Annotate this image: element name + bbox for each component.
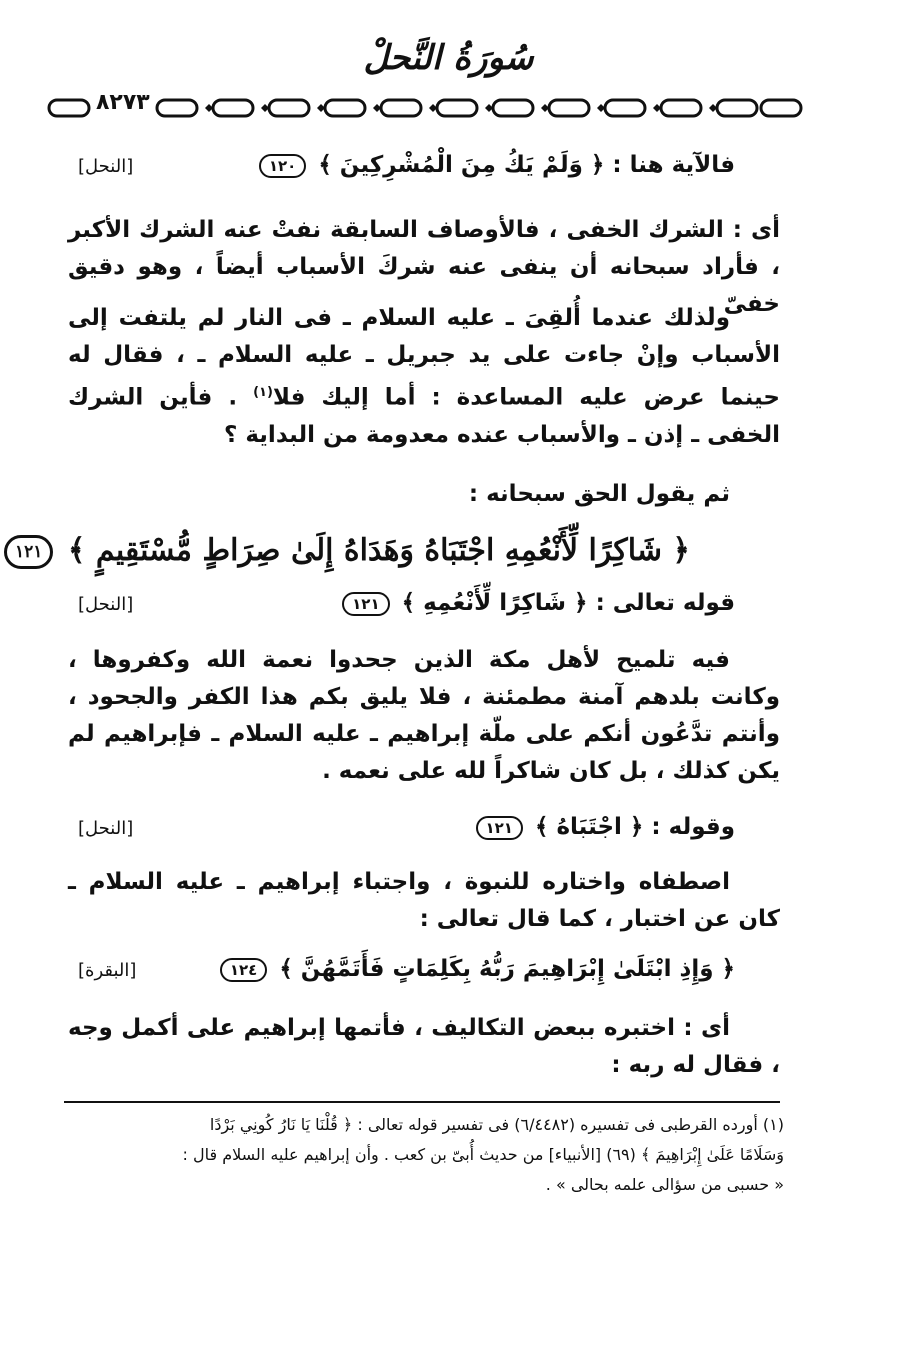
quote-lead: وقوله :: [651, 814, 735, 840]
paragraph-5-text: أى : اختبره ببعض التكاليف ، فأتمها إبراهيم على أكمل وجه ، فقال له ربه :: [68, 1015, 780, 1078]
quote-lead: فالآية هنا :: [612, 152, 735, 178]
paragraph-4-text: اصطفاه واختاره للنبوة ، واجتباء إبراهيم ـ عليه السلام ـ كان عن اختبار ، كما قال تعالى :: [68, 869, 780, 932]
quote-line-1: [68, 152, 780, 192]
footnote-line-3: « حسبى من سؤالى علمه بحالى » .: [545, 1175, 784, 1194]
surah-reference: [النحل]: [78, 818, 134, 839]
footnote: [60, 1110, 784, 1200]
paragraph-2: [68, 300, 780, 454]
page-number: ٨٢٧٣: [92, 90, 154, 115]
paragraph-3: [68, 642, 780, 790]
intro-verse-line: [68, 476, 780, 513]
surah-title: سُورَةُ النَّحلْ: [363, 38, 534, 78]
verse-banner: [15, 522, 690, 582]
paragraph-1-text: أى : الشرك الخفى ، فالأوصاف السابقة نفتْ عنه الشرك الأكبر ، فأراد سبحانه أن ينفى عنه شركَ الأسباب أيضاً ، وهو دقيق خفىّ .: [68, 217, 780, 317]
footnote-line-2: وَسَلَامًا عَلَىٰ إِبْرَاهِيمَ ﴾ (٦٩) [الأنبياء] من حديث أُبىّ بن كعب . وأن إبراهيم عليه السلام قال :: [182, 1145, 784, 1164]
banner-verse-text: ﴿ شَاكِرًا لِّأَنْعُمِهِ اجْتَبَاهُ وَهَدَاهُ إِلَىٰ صِرَاطٍ مُّسْتَقِيمٍ ﴾: [67, 533, 690, 568]
quote-verse: ﴿ وَإِذِ ابْتَلَىٰ إِبْرَاهِيمَ رَبُّهُ بِكَلِمَاتٍ فَأَتَمَّهُنَّ ﴾: [279, 956, 735, 982]
quote-line-1-main: [255, 152, 735, 178]
footnote-marker: (١): [253, 385, 273, 400]
ayah-number-badge: ١٢١: [476, 816, 523, 840]
banner-ayah-number: ١٢١: [4, 535, 53, 569]
ayah-number-badge: ١٢٠: [259, 154, 306, 178]
quote-line-3-main: [472, 814, 736, 840]
surah-reference: [النحل]: [78, 594, 134, 615]
ayah-number-badge: ١٢١: [342, 592, 389, 616]
paragraph-2-main: ولذلك عندما أُلقِىَ ـ عليه السلام ـ فى النار لم يلتفت إلى الأسباب وإنْ جاءت على يد جبريل ـ عليه السلام ـ ، فقال له حينما عرض عليه المساعدة : أما إليك فلا: [68, 305, 781, 411]
ayah-number-badge: ١٢٤: [220, 958, 267, 982]
quote-line-4: [68, 956, 780, 996]
intro-verse-text: ثم يقول الحق سبحانه :: [468, 481, 730, 507]
footnote-divider: [64, 1101, 780, 1103]
paragraph-5: [68, 1010, 780, 1084]
quote-line-4-main: [216, 956, 735, 982]
quote-line-2-main: [338, 590, 735, 616]
quote-verse: ﴿ وَلَمْ يَكُ مِنَ الْمُشْرِكِينَ ﴾: [318, 152, 605, 178]
paragraph-2-tail: . فأين الشرك الخفى ـ إذن ـ والأسباب عنده معدومة من البداية ؟: [68, 384, 780, 448]
quote-line-2: [68, 590, 780, 630]
paragraph-3-text: فيه تلميح لأهل مكة الذين جحدوا نعمة الله وكفروها ، وكانت بلدهم آمنة مطمئنة ، فلا يليق بكم هذا الكفر والجحود ، وأنتم تدَّعُون أنكم على ملّة إبراهيم ـ عليه السلام ـ فإبراهيم لم يكن كذلك ، بل كان شاكراً لله على نعمه .: [68, 647, 780, 784]
quote-verse: ﴿ اجْتَبَاهُ ﴾: [534, 814, 644, 840]
quote-line-3: [68, 814, 780, 854]
quote-verse: ﴿ شَاكِرًا لِّأَنْعُمِهِ ﴾: [401, 590, 588, 616]
surah-reference: [النحل]: [78, 156, 134, 177]
quote-lead: قوله تعالى :: [595, 590, 735, 616]
chain-ornament-band: [45, 95, 805, 121]
paragraph-2-text: [68, 300, 780, 454]
surah-reference: [البقرة]: [78, 960, 137, 981]
footnote-line-1: (١) أورده القرطبى فى تفسيره (٦/٤٤٨٢) فى تفسير قوله تعالى : ﴿ قُلْنَا يَا نَارُ كُونِي بَرْدًا: [209, 1115, 784, 1134]
paragraph-4: [68, 864, 780, 938]
